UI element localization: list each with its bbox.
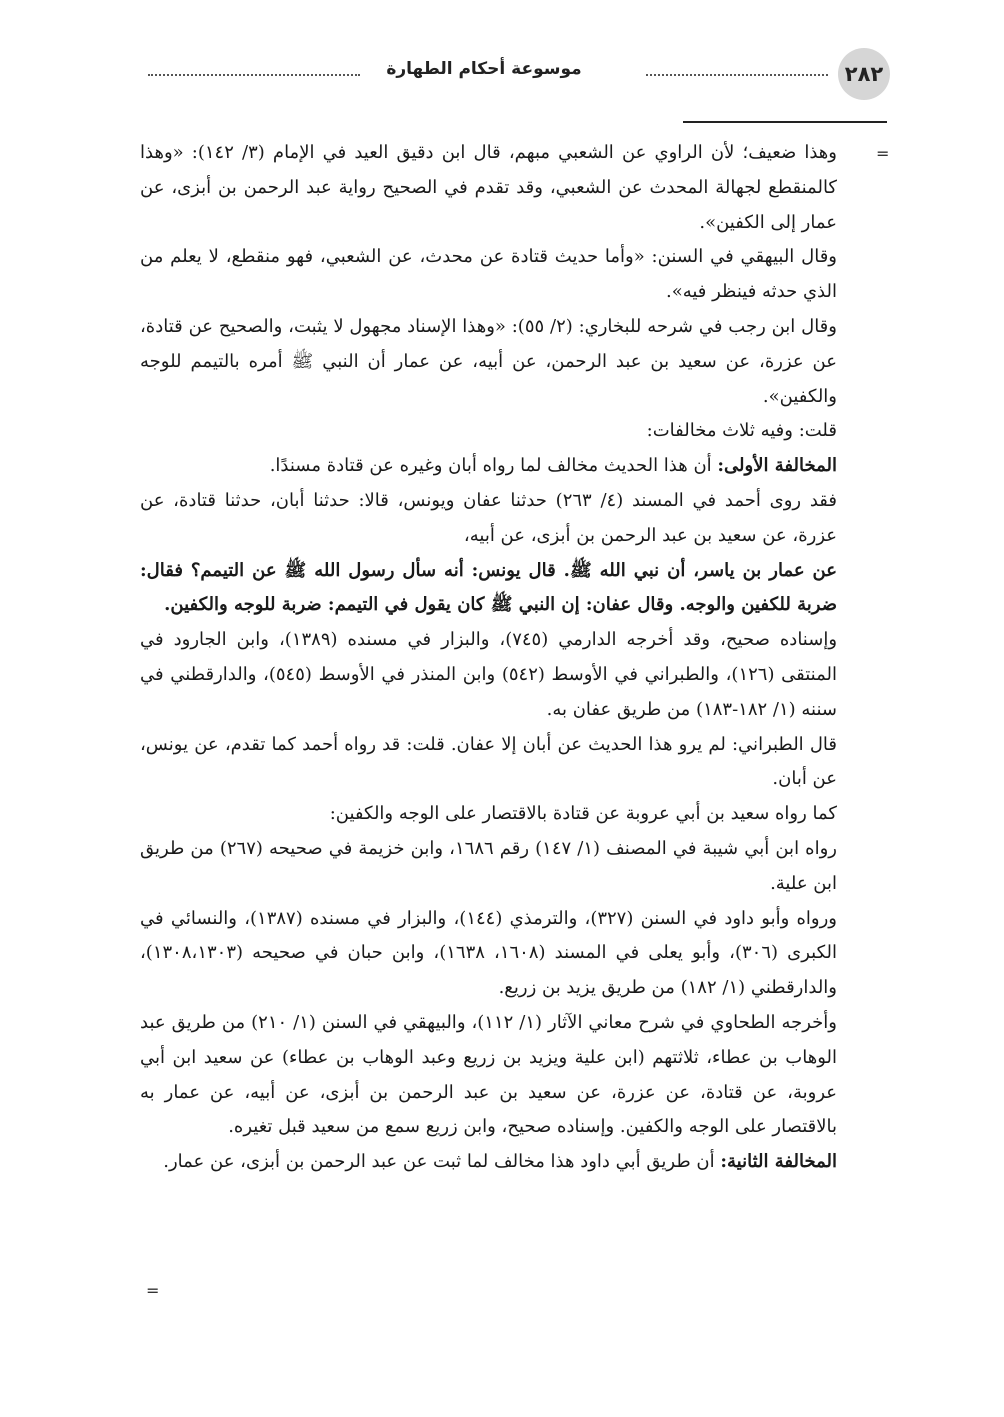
header-dotted-rule-left xyxy=(148,74,360,76)
hadith-text: عن عمار بن ياسر، أن نبي الله ﷺ. قال يونس: أنه سأل رسول الله ﷺ عن التيمم؟ فقال: ضربة للكفين والوجه. وقال عفان: إن النبي ﷺ كان يقول في التيمم: ضربة للوجه والكفين. xyxy=(140,559,837,616)
footnote-body xyxy=(140,136,837,1316)
paragraph xyxy=(140,136,837,240)
paragraph-text: ورواه وأبو داود في السنن (٣٢٧)، والترمذي (١٤٤)، والبزار في مسنده (١٣٨٧)، والنسائي في الكبرى (٣٠٦)، وأبو يعلى في المسند (١٦٠٨، ١٦٣٨)، وابن حبان في صحيحه (١٣٠٨،١٣٠٣)، والدارقطني (١/ ١٨٢) من طريق يزيد بن زريع. xyxy=(140,907,838,999)
paragraph xyxy=(140,414,837,449)
paragraph xyxy=(140,902,837,1006)
section-heading: المخالفة الأولى: xyxy=(717,455,837,477)
continuation-mark-top: = xyxy=(876,144,890,163)
paragraph-text: فقد روى أحمد في المسند (٤/ ٢٦٣) حدثنا عفان ويونس، قالا: حدثنا أبان، حدثنا قتادة، عن عزرة، عن سعيد بن عبد الرحمن بن أبزى، عن أبيه، xyxy=(140,489,837,546)
paragraph-text: كما رواه سعيد بن أبي عروبة عن قتادة بالاقتصار على الوجه والكفين: xyxy=(329,803,837,825)
paragraph-text: وإسناده صحيح، وقد أخرجه الدارمي (٧٤٥)، والبزار في مسنده (١٣٨٩)، وابن الجارود في المنتقى (١٢٦)، والطبراني في الأوسط (٥٤٢) وابن المنذر في الأوسط (٥٤٥)، والدارقطني في سننه (١/ ١٨٢-١٨٣) من طريق عفان به. xyxy=(140,629,838,720)
page-header xyxy=(140,44,890,100)
paragraph-text: وأخرجه الطحاوي في شرح معاني الآثار (١/ ١١٢)، والبيهقي في السنن (١/ ٢١٠) من طريق عبد الوهاب بن عطاء، ثلاثتهم (ابن علية ويزيد بن زريع وعبد الوهاب بن عطاء) عن سعيد ابن أبي عروبة، عن قتادة، عن عزرة، عن سعيد بن عبد الرحمن بن أبزى، عن أبيه، عن عمار به بالاقتصار على الوجه والكفين. وإسناده صحيح، وابن زريع سمع من سعيد قبل تغيره. xyxy=(140,1011,837,1138)
book-title: موسوعة أحكام الطهارة xyxy=(386,59,582,79)
paragraph xyxy=(140,554,837,624)
paragraph-text: قال الطبراني: لم يرو هذا الحديث عن أبان إلا عفان. قلت: قد رواه أحمد كما تقدم، عن يونس، عن أبان. xyxy=(140,733,837,790)
paragraph-text: وهذا ضعيف؛ لأن الراوي عن الشعبي مبهم، قال ابن دقيق العيد في الإمام (٣/ ١٤٢): «وهذا كالمنقطع لجهالة المحدث عن الشعبي، وقد تقدم في الصحيح رواية عبد الرحمن بن أبزى، عن عمار إلى الكفين». xyxy=(140,142,837,233)
paragraph-text: أن هذا الحديث مخالف لما رواه أبان وغيره عن قتادة مسندًا. xyxy=(269,455,718,477)
paragraph xyxy=(140,1006,837,1145)
paragraph xyxy=(140,1145,837,1180)
paragraph xyxy=(140,240,837,310)
paragraph xyxy=(140,449,837,484)
page-number: ٢٨٢ xyxy=(838,48,890,100)
header-dotted-rule-right xyxy=(646,74,828,76)
paragraph xyxy=(140,623,837,727)
paragraph xyxy=(140,728,837,798)
section-heading: المخالفة الثانية: xyxy=(720,1151,837,1173)
paragraph-text: وقال ابن رجب في شرحه للبخاري: (٢/ ٥٥): «وهذا الإسناد مجهول لا يثبت، والصحيح عن قتادة، عن عزرة، عن سعيد بن عبد الرحمن، عن أبيه، عن عمار أن النبي ﷺ أمره بالتيمم للوجه والكفين». xyxy=(140,315,837,407)
footnote-separator xyxy=(683,121,887,123)
continuation-mark-bottom: = xyxy=(146,1281,160,1300)
paragraph xyxy=(140,832,837,902)
paragraph-text: وقال البيهقي في السنن: «وأما حديث قتادة عن محدث، عن الشعبي، فهو منقطع، لا يعلم من الذي حدثه فينظر فيه». xyxy=(140,246,837,303)
paragraph-text: أن طريق أبي داود هذا مخالف لما ثبت عن عبد الرحمن بن أبزى، عن عمار. xyxy=(163,1151,721,1173)
paragraph xyxy=(140,484,837,554)
paragraph xyxy=(140,797,837,832)
paragraph xyxy=(140,310,837,414)
paragraph-text: قلت: وفيه ثلاث مخالفات: xyxy=(646,420,837,442)
paragraph-text: رواه ابن أبي شيبة في المصنف (١/ ١٤٧) رقم ١٦٨٦، وابن خزيمة في صحيحه (٢٦٧) من طريق ابن علية. xyxy=(140,837,837,894)
